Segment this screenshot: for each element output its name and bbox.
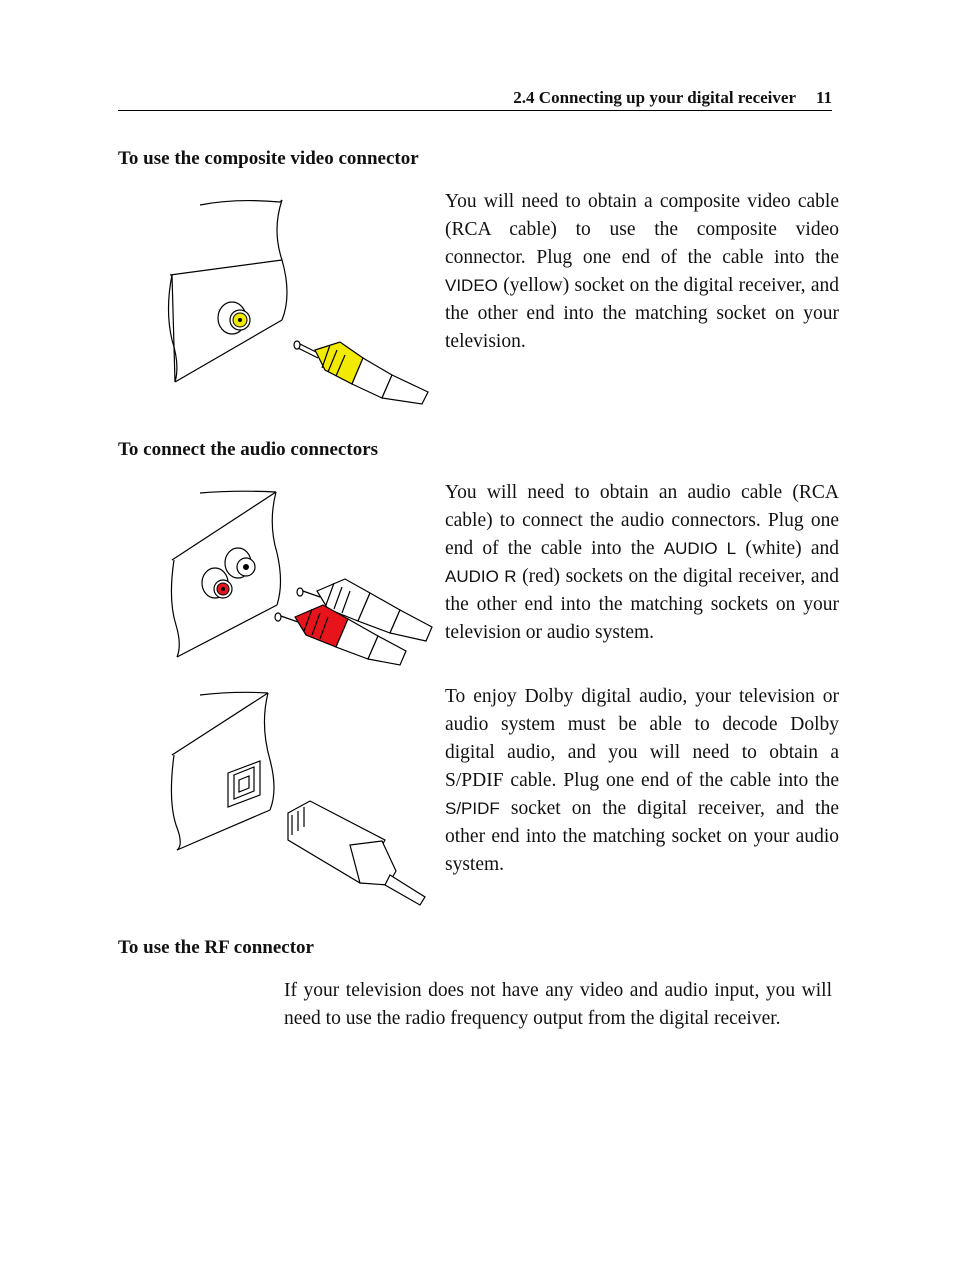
running-header-title: 2.4 Connecting up your digital receiver bbox=[513, 88, 796, 107]
composite-video-illustration bbox=[160, 190, 440, 410]
key-video: VIDEO bbox=[445, 276, 498, 295]
spdif-illustration bbox=[160, 685, 440, 905]
audio-rca-text: You will need to obtain an audio cable (RCA cable) to connect the audio connectors. Plug one end of the cable into the AUDIO L (white) and AUDIO R (red) sockets on the digital receiver, and the other end into the matching sockets on your television or audio system. bbox=[445, 482, 840, 643]
audio-rca-illustration bbox=[160, 485, 440, 675]
heading-composite-video: To use the composite video connector bbox=[118, 148, 419, 169]
heading-audio-connectors: To connect the audio connectors bbox=[118, 439, 379, 460]
composite-video-text: You will need to obtain a composite video cable (RCA cable) to use the composite video connector. Plug one end of the cable into the VIDEO (yellow) socket on the digital receiver, and the other end into the matching socket on your television. bbox=[445, 191, 839, 352]
spdif-plug bbox=[288, 801, 425, 905]
rf-text: If your television does not have any video and audio input, you will need to use the radio frequency output from the digital receiver. bbox=[284, 980, 832, 1029]
key-audio-l: AUDIO L bbox=[663, 539, 737, 558]
page-number: 11 bbox=[815, 88, 832, 107]
video-plug bbox=[294, 341, 428, 404]
heading-rf-connector: To use the RF connector bbox=[118, 937, 314, 958]
audio-l-socket bbox=[225, 548, 255, 578]
key-spidf: S/PIDF bbox=[445, 799, 500, 818]
key-audio-r: AUDIO R bbox=[445, 567, 517, 586]
running-header bbox=[118, 86, 832, 111]
spdif-text: To enjoy Dolby digital audio, your television or audio system must be able to decode Dolby digital audio, and you will need to obtain a S/PDIF cable. Plug one end of the cable into the S/PIDF socket on the digital receiver, and the other end into the matching socket on your audio system. bbox=[445, 686, 839, 875]
spdif-socket bbox=[228, 761, 260, 807]
video-socket bbox=[218, 302, 250, 334]
